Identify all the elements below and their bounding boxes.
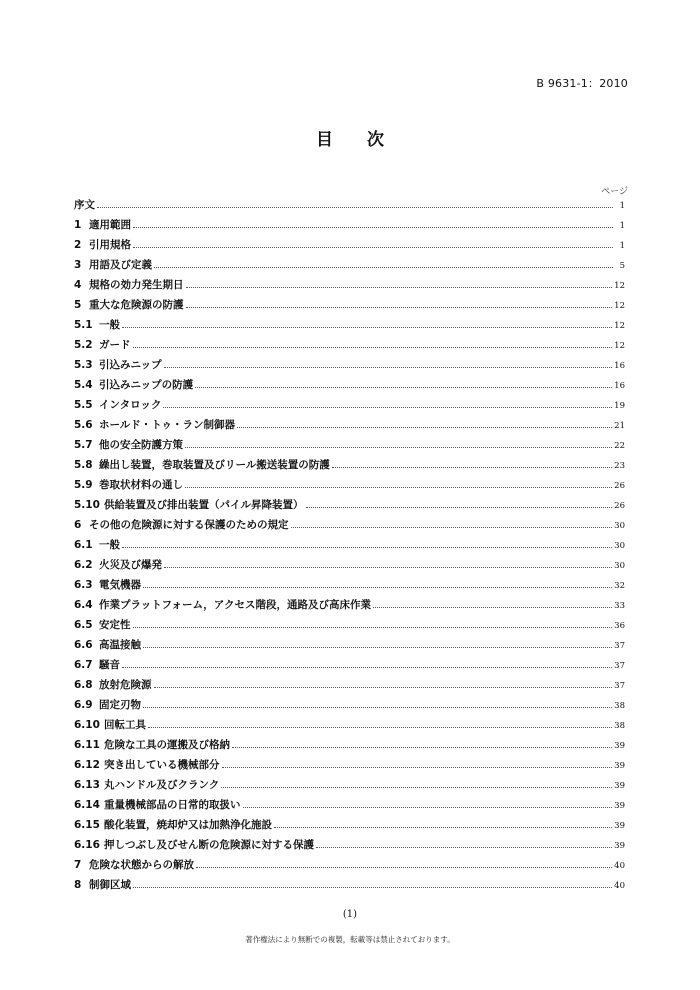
toc-entry-label: 規格の効力発生期日 (89, 279, 184, 291)
toc-entry-page: 1 (619, 221, 625, 231)
toc-entry-label: 引込みニップ (99, 359, 162, 371)
toc-entry-number: 6.6 (74, 639, 93, 651)
toc-entry-page: 40 (614, 881, 625, 891)
toc-entry-label: 突き出している機械部分 (104, 759, 220, 771)
toc-entry[interactable] (74, 697, 625, 717)
toc-leader-dots (332, 466, 612, 468)
toc-entry-label: 供給装置及び排出装置（パイル昇降装置） (104, 499, 304, 511)
toc-entry-page: 39 (614, 761, 625, 771)
toc-entry[interactable] (74, 717, 625, 737)
toc-entry-page: 36 (614, 621, 625, 631)
toc-leader-dots (316, 846, 612, 848)
toc-entry-label: 巻取状材料の通し (99, 479, 183, 491)
toc-entry-page: 19 (614, 401, 625, 411)
toc-entry-label: ガード (99, 339, 131, 351)
toc-entry-label: 適用範囲 (89, 219, 131, 231)
toc-entry-number: 5.9 (74, 479, 93, 491)
toc-entry[interactable] (74, 737, 625, 757)
toc-entry[interactable] (74, 437, 625, 457)
toc-leader-dots (143, 586, 612, 588)
toc-entry[interactable] (74, 297, 625, 317)
toc-entry[interactable] (74, 317, 625, 337)
toc-entry[interactable] (74, 817, 625, 837)
toc-entry-number: 5.4 (74, 379, 93, 391)
toc-leader-dots (122, 666, 612, 668)
toc-entry-number: 6.9 (74, 699, 93, 711)
toc-entry-page: 26 (614, 481, 625, 491)
toc-entry-number: 5.6 (74, 419, 93, 431)
toc-entry-label: 繰出し装置，巻取装置及びリール搬送装置の防護 (99, 459, 330, 471)
toc-entry-label: 火災及び爆発 (99, 559, 162, 571)
toc-entry-page: 37 (614, 641, 625, 651)
toc-leader-dots (97, 206, 613, 208)
toc-leader-dots (373, 606, 612, 608)
toc-entry-number: 6.5 (74, 619, 93, 631)
toc-entry-label: 騒音 (99, 659, 120, 671)
page-column-label: ページ (601, 187, 628, 197)
toc-entry-number: 1 (74, 219, 82, 231)
toc-entry-number: 6.15 (74, 819, 100, 831)
toc-entry-page: 22 (614, 441, 625, 451)
toc-entry-label: 危険な工具の運搬及び格納 (104, 739, 230, 751)
toc-leader-dots (154, 266, 613, 268)
toc-entry[interactable] (74, 357, 625, 377)
toc-entry-page: 39 (614, 741, 625, 751)
toc-entry-label: 固定刃物 (99, 699, 141, 711)
toc-entry[interactable] (74, 777, 625, 797)
toc-entry-page: 1 (619, 201, 625, 211)
toc-entry-page: 30 (614, 541, 625, 551)
toc-leader-dots (133, 626, 613, 628)
toc-entry[interactable] (74, 197, 625, 217)
toc-entry-number: 6.11 (74, 739, 100, 751)
toc-entry-page: 32 (614, 581, 625, 591)
toc-entry-page: 26 (614, 501, 625, 511)
toc-leader-dots (148, 726, 612, 728)
toc-entry-label: 酸化装置，焼却炉又は加熱浄化施設 (104, 819, 272, 831)
toc-entry-label: 重大な危険源の防護 (89, 299, 184, 311)
toc-leader-dots (306, 506, 613, 508)
toc-leader-dots (274, 826, 612, 828)
toc-entry-label: 放射危険源 (99, 679, 152, 691)
toc-entry-number: 6.14 (74, 799, 100, 811)
toc-entry[interactable] (74, 577, 625, 597)
toc-entry-label: 制御区域 (89, 879, 131, 891)
toc-entry-page: 33 (614, 601, 625, 611)
toc-entry[interactable] (74, 857, 625, 877)
toc-entry-number: 5.2 (74, 339, 93, 351)
toc-leader-dots (291, 526, 613, 528)
toc-entry[interactable] (74, 597, 625, 617)
toc-entry-label: 重量機械部品の日常的取扱い (104, 799, 241, 811)
toc-entry-number: 5.8 (74, 459, 93, 471)
toc-entry-page: 12 (614, 321, 625, 331)
toc-leader-dots (222, 766, 613, 768)
toc-entry-number: 6.3 (74, 579, 93, 591)
toc-entry[interactable] (74, 237, 625, 257)
toc-entry-number: 5.1 (74, 319, 93, 331)
toc-entry-number: 6 (74, 519, 82, 531)
toc-leader-dots (163, 406, 612, 408)
toc-entry-label: ホールド・トゥ・ラン制御器 (99, 419, 236, 431)
toc-entry-number: 6.1 (74, 539, 93, 551)
toc-entry-label: 丸ハンドル及びクランク (104, 779, 220, 791)
toc-entry[interactable] (74, 337, 625, 357)
toc-entry[interactable] (74, 797, 625, 817)
toc-entry-number: 6.7 (74, 659, 93, 671)
toc-entry[interactable] (74, 517, 625, 537)
toc-leader-dots (185, 446, 612, 448)
toc-entry-label: 高温接触 (99, 639, 141, 651)
toc-leader-dots (232, 746, 612, 748)
toc-entry-page: 37 (614, 681, 625, 691)
toc-entry-number: 5 (74, 299, 82, 311)
toc-entry[interactable] (74, 877, 625, 897)
toc-entry[interactable] (74, 217, 625, 237)
toc-entry[interactable] (74, 837, 625, 857)
toc-entry-page: 30 (614, 561, 625, 571)
toc-entry-label: 押しつぶし及びせん断の危険源に対する保護 (104, 839, 314, 851)
toc-entry-label: 作業プラットフォーム，アクセス階段，通路及び高床作業 (99, 599, 371, 611)
toc-entry-page: 39 (614, 781, 625, 791)
toc-leader-dots (133, 886, 612, 888)
toc-entry[interactable] (74, 637, 625, 657)
toc-entry-number: 6.10 (74, 719, 100, 731)
toc-leader-dots (185, 486, 612, 488)
toc-leader-dots (133, 226, 613, 228)
toc-entry[interactable] (74, 677, 625, 697)
toc-entry-number: 6.2 (74, 559, 93, 571)
toc-leader-dots (154, 686, 613, 688)
toc-entry-number: 8 (74, 879, 82, 891)
toc-entry-number: 7 (74, 859, 82, 871)
toc-entry[interactable] (74, 377, 625, 397)
toc-leader-dots (133, 346, 613, 348)
toc-entry-label: 安定性 (99, 619, 131, 631)
toc-entry-number: 6.4 (74, 599, 93, 611)
toc-entry-page: 12 (614, 341, 625, 351)
toc-entry-number: 5.7 (74, 439, 93, 451)
page-folio: (1) (342, 909, 358, 920)
toc-entry-page: 12 (614, 301, 625, 311)
toc-entry[interactable] (74, 757, 625, 777)
toc-entry-number: 6.13 (74, 779, 100, 791)
toc-entry-number: 2 (74, 239, 82, 251)
toc-leader-dots (143, 646, 612, 648)
toc-entry-page: 5 (619, 261, 625, 271)
toc-entry-page: 39 (614, 801, 625, 811)
toc-entry[interactable] (74, 497, 625, 517)
toc-leader-dots (186, 306, 613, 308)
toc-leader-dots (122, 326, 612, 328)
toc-entry-label: その他の危険源に対する保護のための規定 (89, 519, 289, 531)
toc-entry-page: 38 (614, 701, 625, 711)
toc-entry-label: 回転工具 (104, 719, 146, 731)
toc-entry[interactable] (74, 617, 625, 637)
copyright-notice: 著作権法により無断での複製，転載等は禁止されております。 (245, 935, 455, 944)
toc-entry-number: 6.8 (74, 679, 93, 691)
toc-leader-dots (133, 246, 613, 248)
toc-entry-page: 12 (614, 281, 625, 291)
toc-entry-number: 5.10 (74, 499, 100, 511)
toc-entry[interactable] (74, 277, 625, 297)
toc-entry-label: 一般 (99, 319, 120, 331)
toc-leader-dots (143, 706, 612, 708)
toc-leader-dots (221, 786, 612, 788)
toc-leader-dots (122, 546, 612, 548)
table-of-contents (74, 197, 625, 897)
toc-entry-number: 4 (74, 279, 82, 291)
page-title: 目 次 (316, 130, 398, 150)
toc-leader-dots (237, 426, 612, 428)
toc-entry-label: 引用規格 (89, 239, 131, 251)
toc-entry-page: 39 (614, 841, 625, 851)
toc-entry-number: 6.12 (74, 759, 100, 771)
toc-entry-number: 6.16 (74, 839, 100, 851)
toc-entry-page: 16 (614, 361, 625, 371)
toc-entry-page: 30 (614, 521, 625, 531)
toc-entry[interactable] (74, 257, 625, 277)
toc-entry[interactable] (74, 557, 625, 577)
toc-entry-page: 37 (614, 661, 625, 671)
toc-entry-page: 1 (619, 241, 625, 251)
toc-entry[interactable] (74, 417, 625, 437)
standard-code: B 9631-1：2010 (536, 77, 628, 90)
toc-leader-dots (186, 286, 613, 288)
toc-entry-page: 39 (614, 821, 625, 831)
toc-entry-label: インタロック (99, 399, 162, 411)
toc-entry[interactable] (74, 657, 625, 677)
toc-entry-number: 3 (74, 259, 82, 271)
toc-entry-label: 用語及び定義 (89, 259, 152, 271)
toc-entry-label: 序文 (74, 199, 95, 211)
toc-entry-label: 一般 (99, 539, 120, 551)
toc-leader-dots (164, 366, 613, 368)
toc-entry-page: 21 (614, 421, 625, 431)
toc-entry-number: 5.5 (74, 399, 93, 411)
toc-leader-dots (196, 866, 612, 868)
toc-entry[interactable] (74, 397, 625, 417)
toc-entry-page: 16 (614, 381, 625, 391)
toc-leader-dots (243, 806, 613, 808)
toc-entry-label: 引込みニップの防護 (99, 379, 194, 391)
toc-entry-number: 5.3 (74, 359, 93, 371)
toc-entry[interactable] (74, 537, 625, 557)
toc-entry-page: 40 (614, 861, 625, 871)
toc-entry-page: 23 (614, 461, 625, 471)
toc-entry-label: 電気機器 (99, 579, 141, 591)
toc-entry[interactable] (74, 477, 625, 497)
toc-entry[interactable] (74, 457, 625, 477)
toc-leader-dots (164, 566, 612, 568)
toc-entry-label: 危険な状態からの解放 (89, 859, 194, 871)
toc-leader-dots (195, 386, 612, 388)
toc-entry-label: 他の安全防護方策 (99, 439, 183, 451)
toc-entry-page: 38 (614, 721, 625, 731)
